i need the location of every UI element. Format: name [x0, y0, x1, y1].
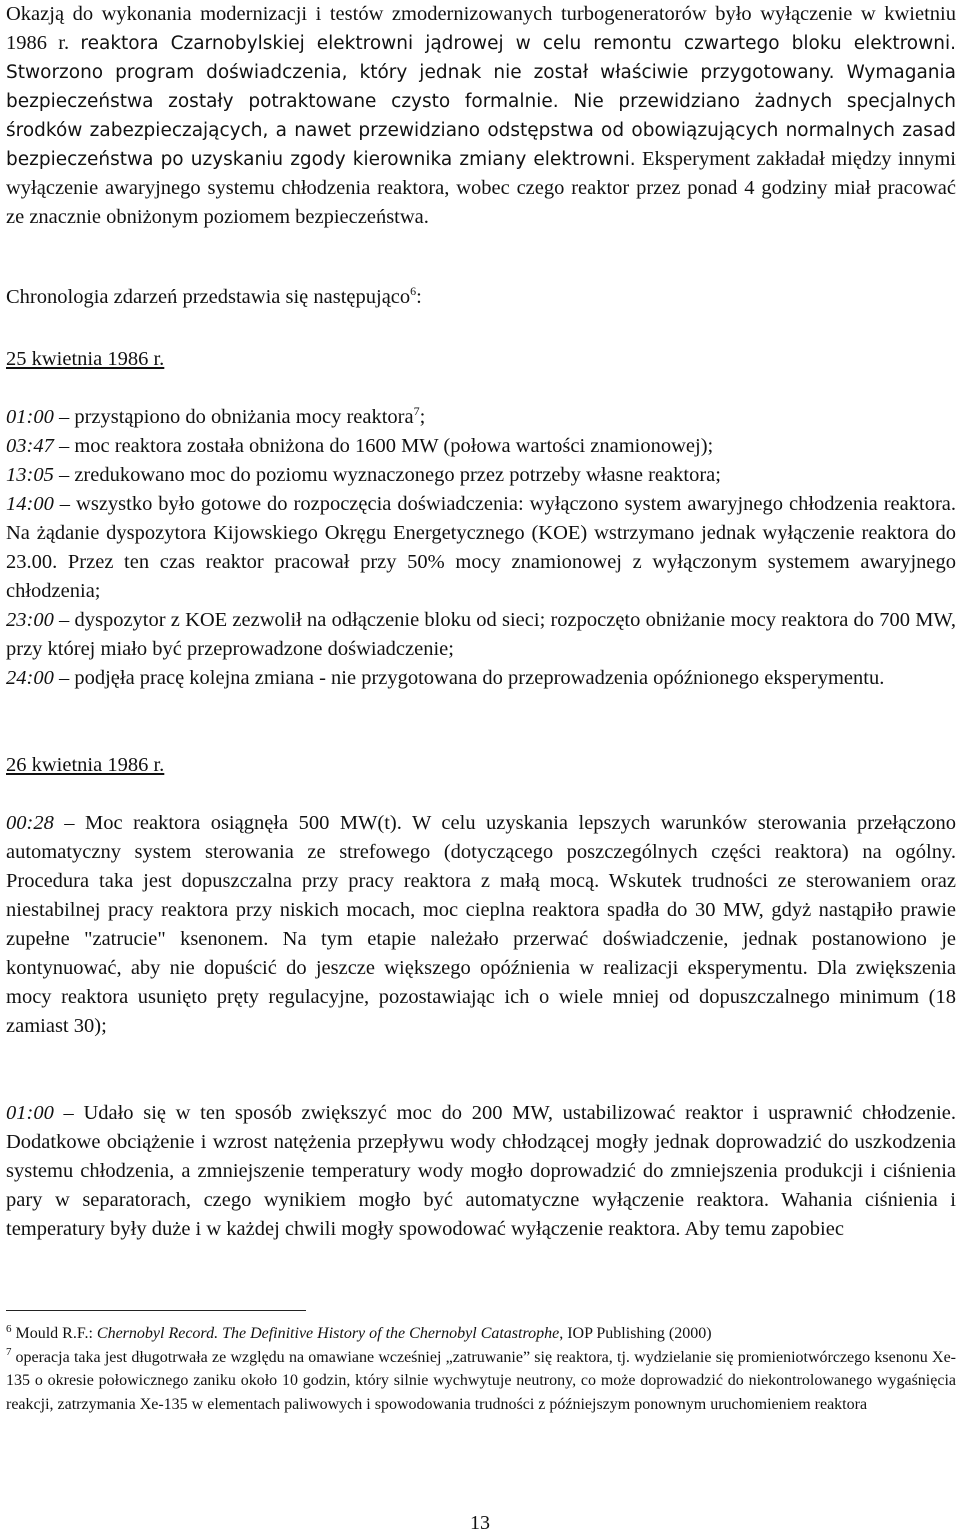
chronology-text: Chronologia zdarzeń przedstawia się następująco [6, 286, 411, 308]
entry-text: przystąpiono do obniżania mocy reaktora [74, 406, 414, 428]
date-heading-1: 25 kwietnia 1986 r. [6, 348, 165, 370]
chronology-intro [6, 283, 422, 312]
entry-time: 00:28 [6, 812, 54, 834]
entry-time: 01:00 [6, 406, 54, 428]
footnote-publisher: , IOP Publishing (2000) [559, 1325, 712, 1342]
timeline-entry: 23:00 – dyspozytor z KOE zezwolił na odłączenie bloku od sieci; rozpoczęto obniżanie mocy reaktora do 700 MW, przy której miało być przeprowadzone doświadczenie; [6, 609, 957, 660]
intro-text-1: Okazją do wykonania modernizacji i testów zmodernizowanych turbogeneratorów było wyłączenie w kwietniu 1986 r. [6, 3, 956, 54]
footnote-title: Chernobyl Record. The Definitive History of the Chernobyl Catastrophe [96, 1325, 560, 1342]
intro-text-2: reaktora Czarnobylskiej elektrowni jądrowej w celu remontu czwartego bloku elektrowni. Stworzono program doświadczenia, który jednak nie został właściwie przygotowany. Wymagania bezpieczeństwa zostały potraktowane czysto formalnie. Nie przewidziano żadnych specjalnych środków zabezpieczających, a nawet przewidziano odstępstwa od obowiązujących normalnych zasad bezpieczeństwa po uzyskaniu zgody kierownika zmiany elektrowni. [6, 33, 956, 170]
timeline-entry: 14:00 – wszystko było gotowe do rozpoczęcia doświadczenia: wyłączono system awaryjnego chłodzenia reaktora. Na żądanie dyspozytora Kijowskiego Okręgu Energetycznego (KOE) wstrzymano jednak wyłączenie reaktora do 23.00. Przez ten czas reaktor pracował przy 50% mocy znamionowej z wyłączonym systemem awaryjnego chłodzenia; [6, 493, 956, 602]
entry-time: 01:00 [6, 1102, 54, 1124]
entry-time: 23:00 [6, 609, 54, 631]
timeline-entry: 24:00 – podjęła pracę kolejna zmiana - nie przygotowana do przeprowadzenia opóźnionego eksperymentu. [6, 667, 885, 689]
page-number: 13 [470, 1512, 490, 1534]
intro-text-3: Eksperyment zakładał między innymi wyłączenie awaryjnego systemu chłodzenia reaktora, wobec czego reaktor przez ponad 4 godziny miał pracować ze znacznie obniżonym poziomem bezpieczeństwa. [6, 148, 956, 228]
entry-text: wszystko było gotowe do rozpoczęcia doświadczenia: wyłączono system awaryjnego chłodzenia reaktora. Na żądanie dyspozytora Kijowskiego Okręgu Energetycznego (KOE) wstrzymano jednak wyłączenie reaktora do 23.00. Przez ten czas reaktor pracował przy 50% mocy znamionowej z wyłączonym systemem awaryjnego chłodzenia; [6, 493, 956, 602]
entry-text: moc reaktora została obniżona do 1600 MW (połowa wartości znamionowej); [74, 435, 714, 457]
entry-text: dyspozytor z KOE zezwolił na odłączenie bloku od sieci; rozpoczęto obniżanie mocy reaktora do 700 MW, przy której miało być przeprowadzone doświadczenie; [6, 609, 957, 660]
intro-paragraph [6, 0, 956, 232]
date-heading-2: 26 kwietnia 1986 r. [6, 754, 165, 776]
day-1-entries [6, 403, 956, 693]
footnote-ref-6: 6 [410, 284, 417, 299]
entry-text: Moc reaktora osiągnęła 500 MW(t). W celu uzyskania lepszych warunków sterowania przełączono automatyczny system sterowania ze strefowego (dotyczącego poszczególnych części reaktora) na ogólny. Procedura taka jest dopuszczalna przy pracy reaktora z małą mocą. Wskutek trudności ze sterowaniem oraz niestabilnej pracy reaktora przy niskich mocach, moc cieplna reaktora spadła do 30 MW, gdyż nastąpiło prawie zupełne "zatrucie" ksenonem. Na tym etapie należało przerwać doświadczenie, jednak postanowiono je kontynuować, aby nie dopuścić do jeszcze większego opóźnienia w realizacji eksperymentu. Dla zwiększenia mocy reaktora usunięto pręty regulacyjne, pozostawiając ich o wiele mniej od dopuszczalnego minimum (18 zamiast 30); [6, 812, 956, 1037]
footnote-text: operacja taka jest długotrwała ze względu na omawiane wcześniej „zatruwanie” się reaktora, tj. wydzielanie się promieniotwórczego ksenonu Xe-135 o okresie połowicznego zaniku około 10 godzin, który silnie wychwytuje neutrony, co może doprowadzić do niekontrolowanego wygaśnięcia reakcji, zatrzymania Xe-135 w elementach paliwowych i spowodowania trudności z późniejszym ponownym uruchomieniem reaktora [6, 1348, 956, 1413]
footnotes [6, 1322, 956, 1416]
footnote-6 [6, 1322, 956, 1346]
chronology-suffix: : [416, 286, 422, 308]
footnote-7 [6, 1346, 956, 1417]
timeline-entry: 13:05 – zredukowano moc do poziomu wyznaczonego przez potrzeby własne reaktora; [6, 464, 721, 486]
day-2-entry-2 [6, 1099, 956, 1244]
entry-time: 13:05 [6, 464, 54, 486]
footnote-ref-7: 7 [413, 404, 420, 419]
footnote-separator [6, 1310, 306, 1311]
timeline-entry: 03:47 – moc reaktora została obniżona do 1600 MW (połowa wartości znamionowej); [6, 435, 714, 457]
entry-time: 03:47 [6, 435, 54, 457]
footnote-author: Mould R.F.: [15, 1325, 97, 1342]
entry-text: Udało się w ten sposób zwiększyć moc do 200 MW, ustabilizować reaktor i usprawnić chłodzenie. Dodatkowe obciążenie i wzrost natężenia przepływu wody chłodzącej mogły jednak doprowadzić do uszkodzenia systemu chłodzenia, a zmniejszenie temperatury wody mogło doprowadzić do zmniejszenia produkcji i ciśnienia pary w separatorach, czego wynikiem mogło być automatyczne wyłączenie reaktora. Wahania ciśnienia i temperatury były duże i w każdej chwili mogły spowodować wyłączenie reaktora. Aby temu zapobiec [6, 1102, 957, 1240]
entry-text: zredukowano moc do poziomu wyznaczonego przez potrzeby własne reaktora; [74, 464, 721, 486]
timeline-entry: 01:00 – Udało się w ten sposób zwiększyć moc do 200 MW, ustabilizować reaktor i usprawnić chłodzenie. Dodatkowe obciążenie i wzrost natężenia przepływu wody chłodzącej mogły jednak doprowadzić do uszkodzenia systemu chłodzenia, a zmniejszenie temperatury wody mogło doprowadzić do zmniejszenia produkcji i ciśnienia pary w separatorach, czego wynikiem mogło być automatyczne wyłączenie reaktora. Wahania ciśnienia i temperatury były duże i w każdej chwili mogły spowodować wyłączenie reaktora. Aby temu zapobiec [6, 1102, 957, 1240]
day-2-entry-1 [6, 809, 956, 1041]
entry-text: podjęła pracę kolejna zmiana - nie przygotowana do przeprowadzenia opóźnionego eksperymentu. [74, 667, 885, 689]
timeline-entry: 01:00 – przystąpiono do obniżania mocy reaktora$^7$; [6, 404, 426, 428]
entry-time: 24:00 [6, 667, 54, 689]
entry-suffix: ; [419, 406, 426, 428]
footnote-number: 6 [6, 1322, 12, 1335]
footnote-number: 7 [6, 1346, 12, 1359]
timeline-entry: 00:28 – Moc reaktora osiągnęła 500 MW(t). W celu uzyskania lepszych warunków sterowania przełączono automatyczny system sterowania ze strefowego (dotyczącego poszczególnych części reaktora) na ogólny. Procedura taka jest dopuszczalna przy pracy reaktora z małą mocą. Wskutek trudności ze sterowaniem oraz niestabilnej pracy reaktora przy niskich mocach, moc cieplna reaktora spadła do 30 MW, gdyż nastąpiło prawie zupełne "zatrucie" ksenonem. Na tym etapie należało przerwać doświadczenie, jednak postanowiono je kontynuować, aby nie dopuścić do jeszcze większego opóźnienia w realizacji eksperymentu. Dla zwiększenia mocy reaktora usunięto pręty regulacyjne, pozostawiając ich o wiele mniej od dopuszczalnego minimum (18 zamiast 30); [6, 812, 956, 1037]
entry-time: 14:00 [6, 493, 54, 515]
